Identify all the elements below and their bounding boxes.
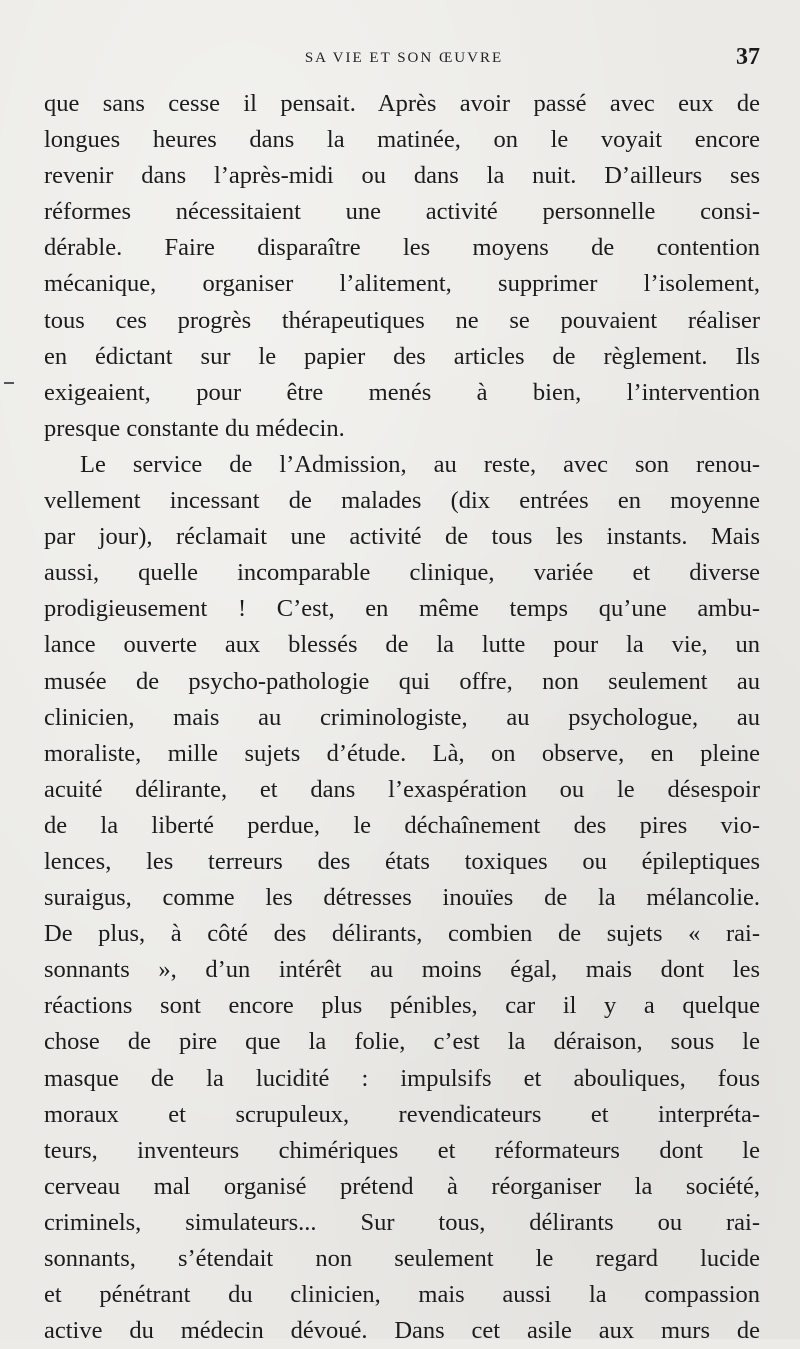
text-line: vellement incessant de malades (dix entrées en moyenne bbox=[44, 487, 760, 515]
text-line: prodigieusement ! C’est, en même temps qu’une ambu- bbox=[44, 595, 760, 623]
text-line: masque de la lucidité : impulsifs et abouliques, fous bbox=[44, 1064, 760, 1092]
text-line: dérable. Faire disparaître les moyens de contention bbox=[44, 234, 760, 262]
text-line: clinicien, mais au criminologiste, au psychologue, au bbox=[44, 703, 760, 731]
text-line: cerveau mal organisé prétend à réorganiser la société, bbox=[44, 1172, 760, 1200]
text-line: acuité délirante, et dans l’exaspération ou le désespoir bbox=[44, 775, 760, 803]
text-line: moraliste, mille sujets d’étude. Là, on observe, en pleine bbox=[44, 739, 760, 767]
text-line: longues heures dans la matinée, on le voyait encore bbox=[44, 126, 760, 154]
paragraph-end-line: presque constante du médecin. bbox=[44, 414, 345, 442]
text-line: criminels, simulateurs... Sur tous, délirants ou rai- bbox=[44, 1208, 760, 1236]
text-line: lences, les terreurs des états toxiques ou épileptiques bbox=[44, 847, 760, 875]
page-number: 37 bbox=[736, 44, 760, 70]
text-line: lance ouverte aux blessés de la lutte pour la vie, un bbox=[44, 631, 760, 659]
text-line: teurs, inventeurs chimériques et réformateurs dont le bbox=[44, 1136, 760, 1164]
text-line: par jour), réclamait une activité de tous les instants. Mais bbox=[44, 523, 760, 551]
page-header bbox=[48, 44, 760, 80]
running-title: SA VIE ET SON ŒUVRE bbox=[304, 50, 504, 66]
text-line: suraigus, comme les détresses inouïes de la mélancolie. bbox=[44, 884, 760, 912]
text-line: exigeaient, pour être menés à bien, l’intervention bbox=[44, 378, 760, 406]
text-line: De plus, à côté des délirants, combien de sujets « rai- bbox=[44, 920, 760, 948]
text-line: sonnants, s’étendait non seulement le regard lucide bbox=[44, 1245, 760, 1272]
text-line: moraux et scrupuleux, revendicateurs et interpréta- bbox=[44, 1100, 760, 1128]
text-line: revenir dans l’après-midi ou dans la nuit. D’ailleurs ses bbox=[44, 162, 760, 190]
text-line: réactions sont encore plus pénibles, car il y a quelque bbox=[44, 992, 760, 1020]
text-line: que sans cesse il pensait. Après avoir passé avec eux de bbox=[44, 90, 760, 117]
text-line: réformes nécessitaient une activité personnelle consi- bbox=[44, 198, 760, 226]
text-line: musée de psycho-pathologie qui offre, non seulement au bbox=[44, 667, 760, 695]
text-line: aussi, quelle incomparable clinique, variée et diverse bbox=[44, 559, 760, 587]
text-line: sonnants », d’un intérêt au moins égal, mais dont les bbox=[44, 956, 760, 984]
text-line: mécanique, organiser l’alitement, supprimer l’isolement, bbox=[44, 270, 760, 298]
text-line: de la liberté perdue, le déchaînement des pires vio- bbox=[44, 811, 760, 839]
margin-mark bbox=[4, 382, 14, 384]
text-line: chose de pire que la folie, c’est la déraison, sous le bbox=[44, 1028, 760, 1056]
body-text bbox=[44, 86, 760, 1349]
text-line: et pénétrant du clinicien, mais aussi la compassion bbox=[44, 1281, 760, 1309]
text-line: en édictant sur le papier des articles de règlement. Ils bbox=[44, 342, 760, 370]
paragraph-start-line: Le service de l’Admission, au reste, avec son renou- bbox=[80, 450, 760, 478]
text-line: tous ces progrès thérapeutiques ne se pouvaient réaliser bbox=[44, 306, 760, 334]
text-line: active du médecin dévoué. Dans cet asile aux murs de bbox=[44, 1317, 760, 1345]
